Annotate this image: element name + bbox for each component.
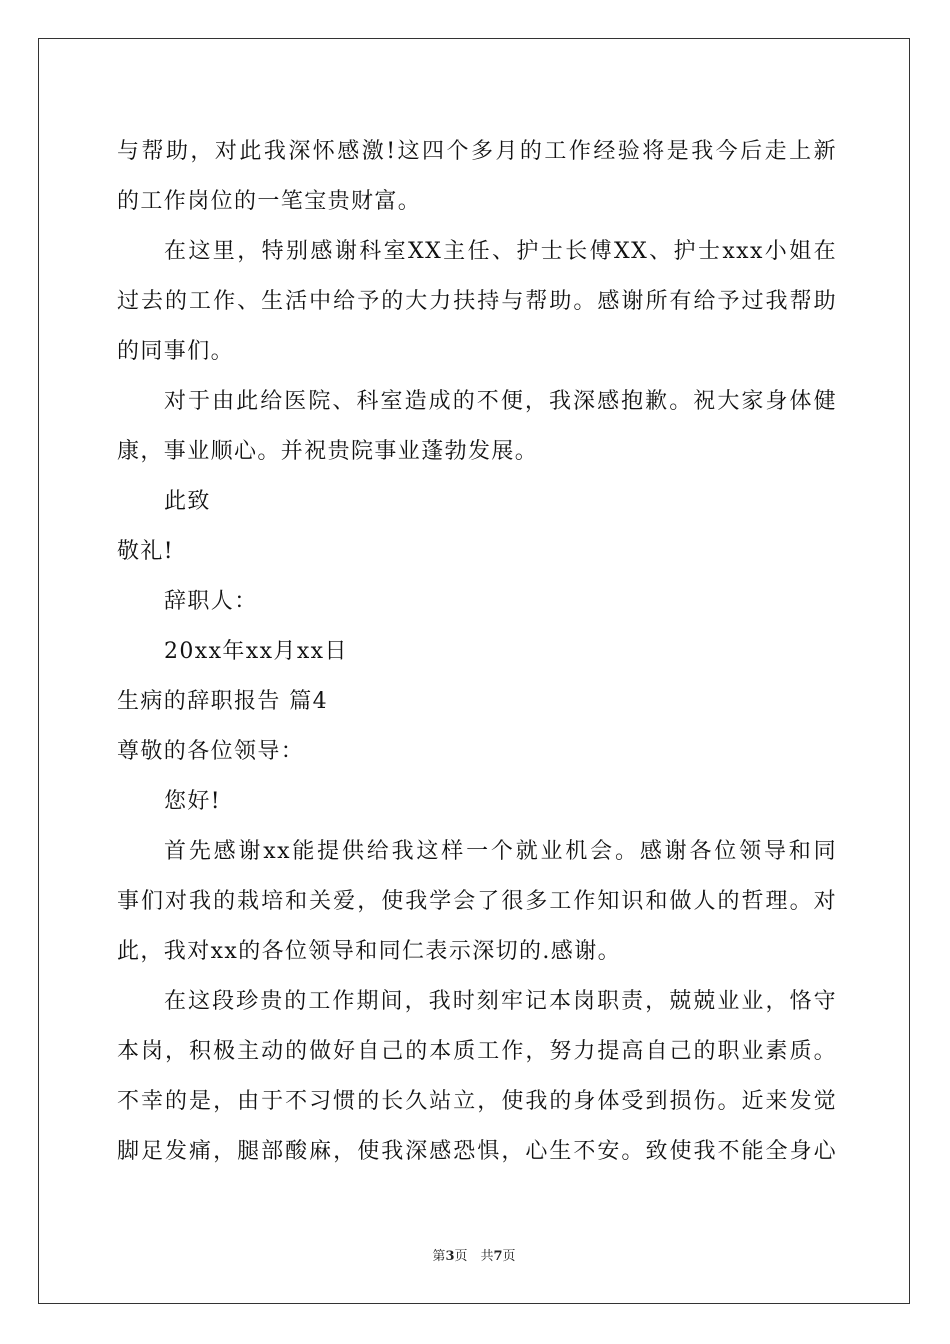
paragraph-start-line: 在这段珍贵的工作期间，我时刻牢记本岗职责，兢兢业业，恪守 [164,989,837,1014]
total-page-number: 7 [493,1249,503,1264]
date-line: 20xx年xx月xx日 [164,639,348,664]
section-title: 生病的辞职报告 篇4 [117,689,328,714]
current-page-number: 3 [445,1249,455,1264]
document-body [117,127,837,1177]
page-footer [39,1245,909,1264]
text-line: 事们对我的栽培和关爱，使我学会了很多工作知识和做人的哲理。对 [117,889,837,914]
footer-mid: 页 共 [454,1249,494,1264]
text-line: 脚足发痛，腿部酸麻，使我深感恐惧，心生不安。致使我不能全身心 [117,1139,837,1164]
text-line: 的同事们。 [117,339,235,364]
text-line: 不幸的是，由于不习惯的长久站立，使我的身体受到损伤。近来发觉 [117,1089,837,1114]
greeting: 您好! [164,789,222,814]
paragraph-start-line: 对于由此给医院、科室造成的不便，我深感抱歉。祝大家身体健 [164,389,837,414]
text-line: 过去的工作、生活中给予的大力扶持与帮助。感谢所有给予过我帮助 [117,289,837,314]
closing-respect: 敬礼! [117,539,175,564]
footer-suffix: 页 [502,1249,516,1264]
text-line: 本岗，积极主动的做好自己的本质工作，努力提高自己的职业素质。 [117,1039,837,1064]
text-line: 康，事业顺心。并祝贵院事业蓬勃发展。 [117,439,539,464]
text-line: 的工作岗位的一笔宝贵财富。 [117,189,422,214]
text-line: 与帮助，对此我深怀感激!这四个多月的工作经验将是我今后走上新 [117,139,837,164]
closing-salutation: 此致 [164,489,211,514]
text-line: 此，我对xx的各位领导和同仁表示深切的.感谢。 [117,939,622,964]
footer-prefix: 第 [432,1249,446,1264]
document-page [38,38,910,1304]
paragraph-start-line: 首先感谢xx能提供给我这样一个就业机会。感谢各位领导和同 [164,839,837,864]
signature-label: 辞职人： [164,589,258,614]
paragraph-start-line: 在这里，特别感谢科室XX主任、护士长傅XX、护士xxx小姐在 [164,239,837,264]
greeting-addressee: 尊敬的各位领导： [117,739,305,764]
